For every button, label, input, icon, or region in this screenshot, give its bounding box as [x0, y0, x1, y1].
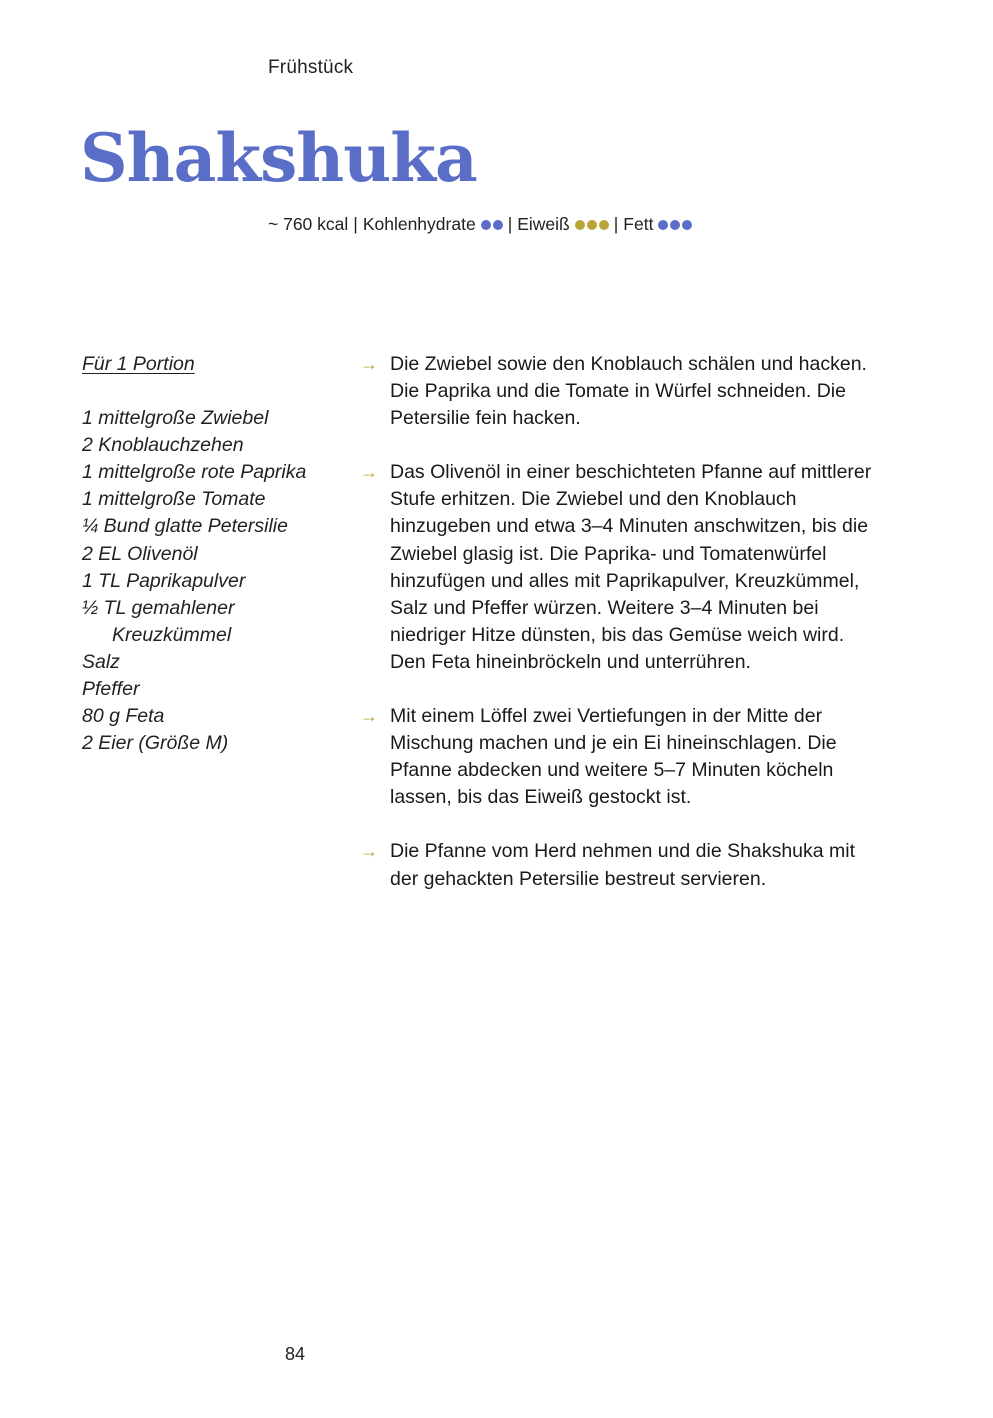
- nutrition-info: [268, 214, 692, 235]
- separator: |: [353, 214, 358, 234]
- level-dot-icon: [658, 220, 668, 230]
- ingredient-item: ½ TL gemahlener: [82, 596, 235, 619]
- instruction-step: [360, 351, 880, 432]
- recipe-title: Shakshuka: [80, 119, 477, 197]
- arrow-right-icon: →: [360, 354, 378, 374]
- protein-info: [517, 214, 609, 235]
- carbs-label: Kohlenhydrate: [362, 214, 476, 234]
- ingredient-item: Kreuzkümmel: [112, 623, 232, 646]
- separator: |: [507, 214, 513, 234]
- carbs-info: [363, 214, 503, 235]
- ingredient-item: Salz: [82, 650, 120, 673]
- ingredient-item: 1 mittelgroße rote Paprika: [82, 461, 307, 484]
- level-dot-icon: [481, 220, 491, 230]
- protein-label: Eiweiß: [517, 214, 570, 234]
- level-dot-icon: [493, 220, 503, 230]
- separator: |: [613, 214, 619, 234]
- arrow-right-icon: →: [360, 841, 378, 862]
- level-dot-icon: [599, 220, 609, 230]
- fat-level-dots: [658, 220, 692, 230]
- fat-label: Fett: [623, 214, 654, 234]
- fat-info: [623, 214, 692, 235]
- portion-label: Für 1 Portion: [82, 353, 195, 375]
- instruction-step: [360, 838, 880, 892]
- step-text: Mit einem Löffel zwei Vertiefungen in der Mitte der Mischung machen und je ein Ei hineinschlagen. Die Pfanne abdecken und weitere 5–7 Minuten köcheln lassen, bis das Eiweiß gestockt ist.: [390, 705, 837, 809]
- section-label: Frühstück: [268, 57, 354, 78]
- protein-level-dots: [575, 220, 609, 230]
- ingredient-item: 2 Knoblauchzehen: [82, 434, 244, 457]
- ingredient-item: Pfeffer: [82, 678, 140, 701]
- level-dot-icon: [670, 220, 680, 230]
- step-text: Die Pfanne vom Herd nehmen und die Shakshuka mit der gehackten Petersilie bestreut servieren.: [390, 840, 856, 890]
- level-dot-icon: [682, 220, 692, 230]
- calories: ~ 760 kcal: [268, 214, 349, 234]
- step-text: Das Olivenöl in einer beschichteten Pfanne auf mittlerer Stufe erhitzen. Die Zwiebel und den Knoblauch hinzugeben und etwa 3–4 Minuten anschwitzen, bis die Zwiebel glasig ist. Die Paprika- und Tomatenwürfel hinzufügen und alles mit Paprikapulver, Kreuzkümmel, Salz und Pfeffer würzen. Weitere 3–4 Minuten bei niedriger Hitze dünsten, bis das Gemüse weich wird. Den Feta hineinbröckeln und unterrühren.: [390, 461, 872, 673]
- carbs-level-dots: [481, 220, 503, 230]
- page-number: 84: [285, 1344, 306, 1364]
- ingredient-item: 1 mittelgroße Tomate: [82, 488, 266, 511]
- ingredients-column: [82, 351, 332, 757]
- ingredient-item: 2 EL Olivenöl: [82, 542, 198, 565]
- ingredient-item: 1 TL Paprikapulver: [82, 569, 246, 592]
- arrow-right-icon: →: [360, 462, 378, 483]
- ingredient-item: 80 g Feta: [82, 705, 165, 728]
- step-text: Die Zwiebel sowie den Knoblauch schälen und hacken. Die Paprika und die Tomate in Würfel schneiden. Die Petersilie fein hacken.: [390, 353, 867, 430]
- ingredient-item: 1 mittelgroße Zwiebel: [82, 407, 269, 430]
- instruction-step: [360, 703, 880, 811]
- ingredient-list: [82, 405, 332, 757]
- instruction-step: [360, 459, 880, 676]
- instructions-column: [360, 351, 880, 920]
- ingredient-item: ¼ Bund glatte Petersilie: [82, 515, 288, 538]
- level-dot-icon: [575, 220, 585, 230]
- level-dot-icon: [587, 220, 597, 230]
- ingredient-item: 2 Eier (Größe M): [82, 732, 229, 755]
- arrow-right-icon: →: [360, 706, 378, 727]
